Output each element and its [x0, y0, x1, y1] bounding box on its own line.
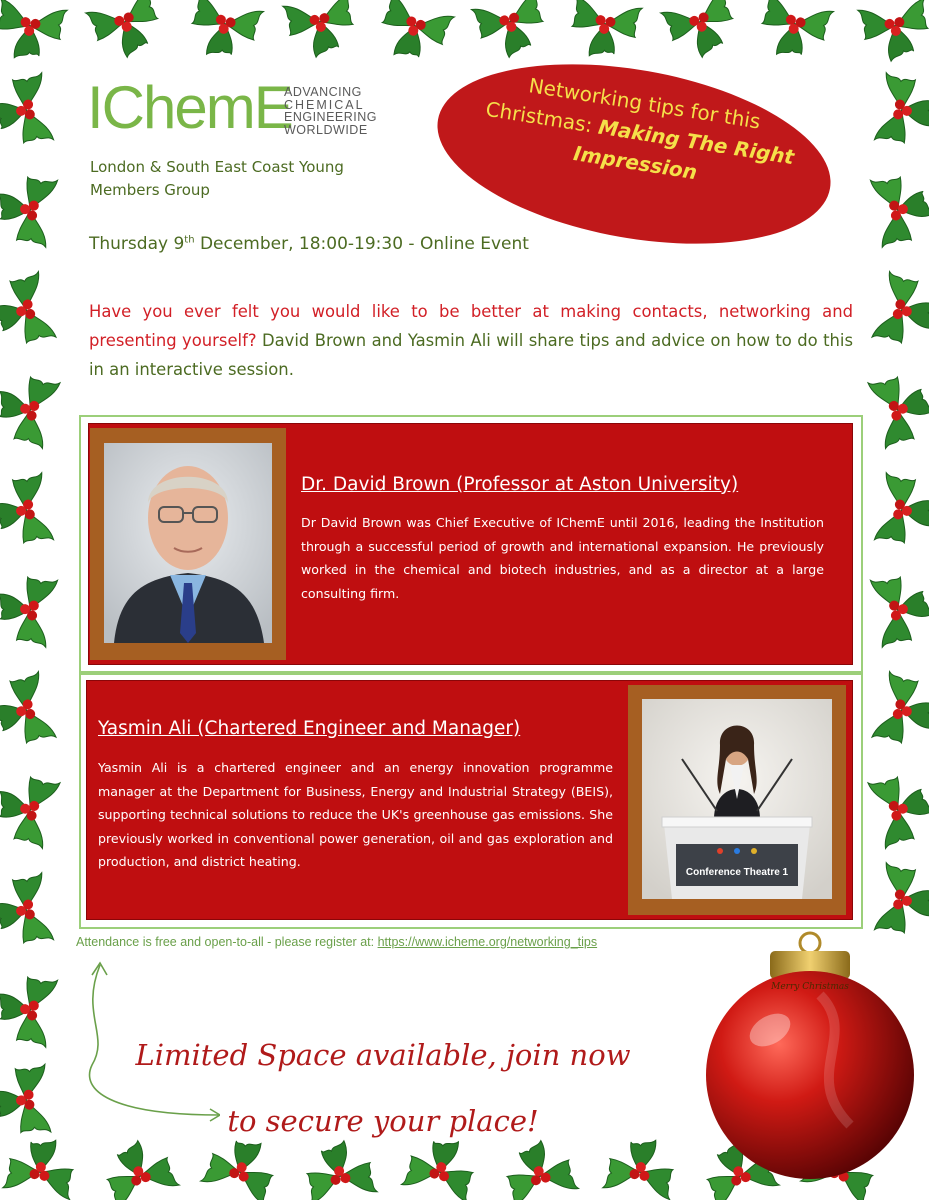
speaker-2-name: Yasmin Ali (Chartered Engineer and Manager) [98, 718, 521, 739]
speaker-1-photo [104, 443, 272, 643]
tagline-line-3: ENGINEERING [284, 110, 378, 124]
icheme-logo: IChemE [87, 74, 292, 141]
attendance-line [76, 935, 597, 949]
speaker-1-bio: Dr David Brown was Chief Executive of IChemE until 2016, leading the Institution through a successful period of growth and international expansion. He previously worked in the chemical and biotech industries, and as a director at a large consulting firm. [301, 515, 824, 601]
event-day-suffix: th [184, 234, 195, 246]
intro-question: Have you ever felt you would like to be better at making contacts, networking and presenting yourself? [89, 302, 853, 350]
intro-paragraph [89, 297, 853, 384]
tagline-line-4: WORLDWIDE [284, 122, 368, 137]
intro-statement: David Brown and Yasmin Ali will share tips and advice on how to do this in an interactive session. [89, 331, 853, 379]
limited-space-message: Limited Space available, join now to secure your place! [135, 1038, 631, 1138]
headline-plain: Networking tips for this Christmas: [484, 73, 763, 138]
attendance-text: Attendance is free and open-to-all - please register at: [76, 935, 378, 949]
register-link[interactable]: https://www.icheme.org/networking_tips [377, 935, 598, 949]
speaker-2-photo [642, 699, 832, 899]
event-datetime [89, 234, 529, 254]
tagline-line-2: CHEMICAL [284, 97, 365, 112]
event-day: Thursday 9 [89, 234, 185, 254]
christmas-bauble-icon [700, 925, 920, 1195]
bauble-label: Merry Christmas [771, 982, 849, 992]
tagline-line-1: ADVANCING [284, 85, 362, 99]
speaker-2-bio: Yasmin Ali is a chartered engineer and an energy innovation programme manager at the Department for Business, Energy and Industrial Strategy (BEIS), supporting technical solutions to reduce the UK's greenhouse gas emissions. She previously worked in conventional power generation, oil and gas exploration and production, and district heating. [98, 760, 613, 869]
event-rest: December, 18:00-19:30 - Online Event [194, 234, 529, 254]
group-name: London & South East Coast Young Members Group [90, 158, 344, 199]
headline-emphasis: Making The Right Impression [571, 114, 796, 185]
logo-tagline [284, 86, 377, 136]
podium-sign: Conference Theatre 1 [685, 867, 789, 878]
speaker-1-name: Dr. David Brown (Professor at Aston University) [301, 474, 739, 495]
